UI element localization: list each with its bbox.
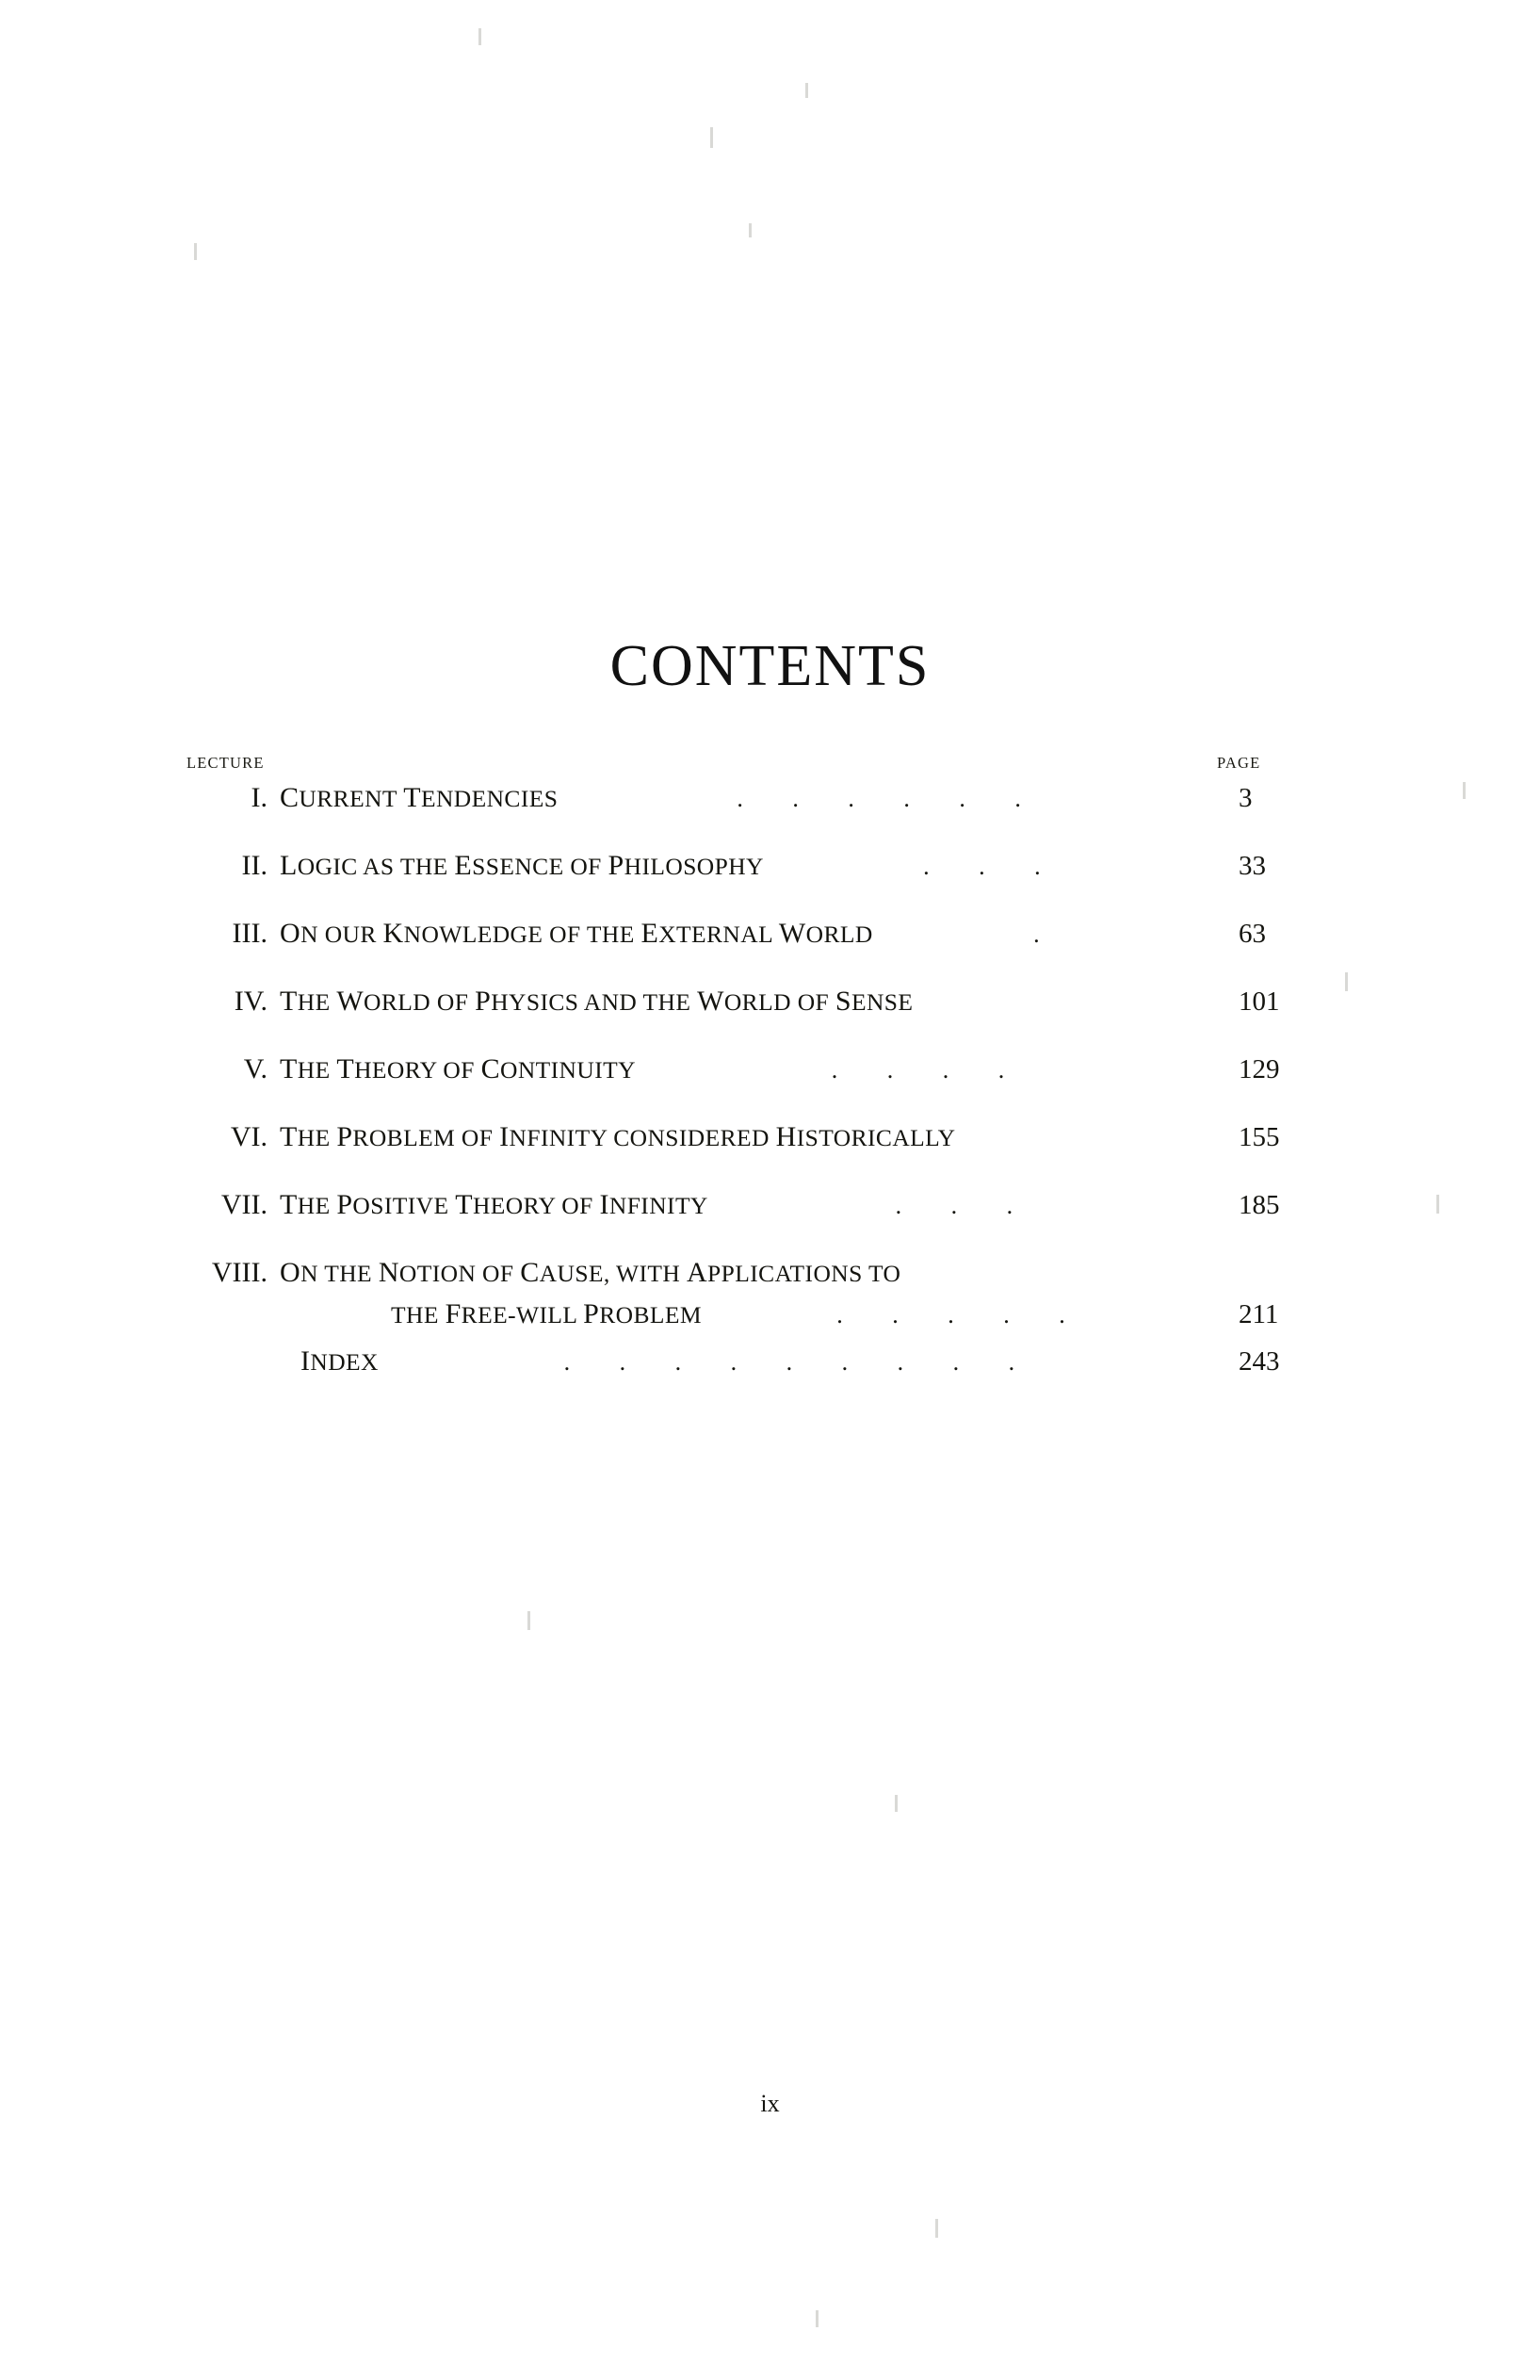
toc-entry-page: 3 (1239, 783, 1253, 813)
toc-entry-page: 211 (1239, 1299, 1279, 1329)
toc-entry-numeral: II. (241, 850, 267, 881)
toc-entry-title: THE WORLD OF PHYSICS AND THE WORLD OF SENSE (280, 986, 914, 1017)
scan-speck (935, 2219, 938, 2238)
toc-entry-title: LOGIC AS THE ESSENCE OF PHILOSOPHY (280, 850, 764, 881)
toc-entry[interactable] (174, 782, 1323, 850)
column-header-page: PAGE (1217, 754, 1261, 772)
column-header-lecture: LECTURE (186, 754, 265, 772)
scan-speck (1345, 972, 1348, 991)
scan-speck (527, 1611, 530, 1630)
toc-entry[interactable] (174, 918, 1323, 986)
leader-dots: . . . . . . (737, 787, 1043, 811)
toc-entry-page: 33 (1239, 851, 1266, 881)
toc-entry[interactable] (174, 1189, 1323, 1257)
toc-entry[interactable] (174, 986, 1323, 1053)
toc-entry-title: ON THE NOTION OF CAUSE, WITH APPLICATIONS TO (280, 1257, 901, 1288)
toc-entry-numeral: IV. (234, 986, 267, 1017)
toc-entry-title: CURRENT TENDENCIES (280, 782, 559, 813)
toc-entry[interactable] (174, 850, 1323, 918)
toc-entry[interactable] (174, 1121, 1323, 1189)
leader-dots: . . . . (831, 1058, 1027, 1083)
leader-dots: . . . . . (836, 1303, 1087, 1328)
column-headers (174, 754, 1323, 782)
toc-entry-numeral: VI. (230, 1121, 267, 1152)
scan-speck (710, 127, 713, 148)
scan-speck (895, 1795, 898, 1812)
toc-entry-title: THE THEORY OF CONTINUITY (280, 1053, 636, 1084)
toc-entry-numeral: I. (251, 782, 267, 813)
scan-speck (478, 28, 481, 45)
scan-speck (194, 243, 197, 260)
toc-entry-title: ON OUR KNOWLEDGE OF THE EXTERNAL WORLD (280, 918, 873, 949)
scan-speck (749, 223, 752, 237)
toc-entry-page: 129 (1239, 1054, 1280, 1084)
toc-entry-index[interactable] (174, 1345, 1323, 1413)
toc-entry-numeral: V. (243, 1053, 267, 1084)
toc-entry-title-continued: THE FREE-WILL PROBLEM (391, 1298, 702, 1329)
page-folio: ix (760, 2090, 780, 2117)
toc-entry-page: 155 (1239, 1122, 1280, 1152)
leader-dots: . (1033, 922, 1062, 947)
toc-entry-page: 243 (1239, 1346, 1280, 1377)
scan-speck (1463, 782, 1466, 799)
toc-entry[interactable] (174, 1257, 1323, 1330)
leader-dots: . . . . . . . . . (563, 1350, 1037, 1375)
toc-entry[interactable] (174, 1053, 1323, 1121)
scan-speck (805, 83, 808, 98)
toc-entry-numeral: III. (232, 918, 267, 949)
toc-entry-numeral: VII. (220, 1189, 267, 1220)
leader-dots: . . . (895, 1194, 1035, 1218)
toc-entry-page: 101 (1239, 986, 1280, 1017)
toc-entry-title: INDEX (300, 1345, 379, 1377)
table-of-contents (174, 754, 1323, 1413)
leader-dots: . . . (923, 855, 1062, 879)
scan-speck (1436, 1195, 1439, 1214)
toc-entry-numeral: VIII. (211, 1257, 267, 1288)
toc-entry-title: THE POSITIVE THEORY OF INFINITY (280, 1189, 708, 1220)
toc-entry-page: 63 (1239, 919, 1266, 949)
scan-speck (816, 2310, 819, 2327)
toc-entry-title: THE PROBLEM OF INFINITY CONSIDERED HISTORICALLY (280, 1121, 956, 1152)
toc-entry-page: 185 (1239, 1190, 1280, 1220)
page-title: CONTENTS (609, 634, 931, 698)
